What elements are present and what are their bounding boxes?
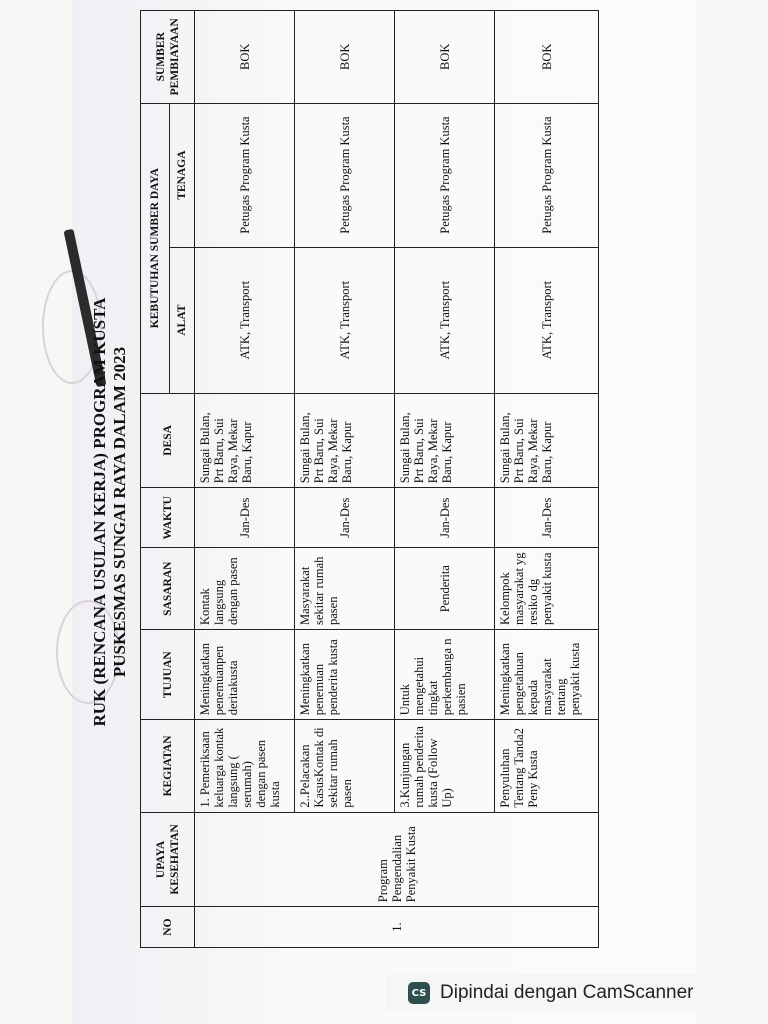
header-tujuan: TUJUAN [141, 630, 195, 720]
cell-tujuan: Untuk mengetahui tingkat perkembanga n pasien [395, 630, 495, 720]
title-line-2: PUSKESMAS SUNGAI RAYA DALAM 2023 [110, 346, 129, 678]
row-upaya: Program Pengendalian Penyakit Kusta [195, 812, 599, 907]
header-waktu: WAKTU [141, 488, 195, 548]
cell-waktu: Jan-Des [295, 488, 395, 548]
header-no: NO [141, 907, 195, 948]
cell-waktu: Jan-Des [395, 488, 495, 548]
header-kebutuhan: KEBUTUHAN SUMBER DAYA [141, 103, 170, 393]
cell-alat: ATK, Transport [195, 247, 295, 393]
table-row [295, 11, 395, 948]
cell-sumber: BOK [395, 11, 495, 104]
cell-alat: ATK, Transport [295, 247, 395, 393]
cell-kegiatan: 3.Kunjungan rumah penderita kusta (Follow Up) [395, 720, 495, 812]
header-kegiatan: KEGIATAN [141, 720, 195, 812]
table-row [495, 11, 599, 948]
document-title [90, 0, 130, 1024]
cell-waktu: Jan-Des [195, 488, 295, 548]
rotated-document [90, 0, 768, 1024]
cell-sumber: BOK [195, 11, 295, 104]
cell-alat: ATK, Transport [395, 247, 495, 393]
cell-sasaran: Penderita [395, 548, 495, 630]
header-sasaran: SASARAN [141, 548, 195, 630]
camscanner-text: Dipindai dengan CamScanner [440, 982, 694, 1003]
cell-sasaran: Masyarakat sekitar rumah pasen [295, 548, 395, 630]
cell-tujuan: Meningkatkan pengetahuan kepada masyarakat tentang penyakit kusta [495, 630, 599, 720]
cell-tenaga: Petugas Program Kusta [495, 103, 599, 247]
row-no: 1. [195, 907, 599, 948]
cell-tenaga: Petugas Program Kusta [295, 103, 395, 247]
table-row [395, 11, 495, 948]
title-line-1: RUK (RENCANA USULAN KERJA) PROGRAM KUSTA [90, 297, 109, 727]
cell-sumber: BOK [495, 11, 599, 104]
header-tenaga: TENAGA [170, 103, 195, 247]
cell-kegiatan: Penyuluhan Tentang Tanda2 Peny Kusta [495, 720, 599, 812]
cell-tenaga: Petugas Program Kusta [195, 103, 295, 247]
cell-sasaran: Kontak langsung dengan pasen [195, 548, 295, 630]
cell-sumber: BOK [295, 11, 395, 104]
table-row [195, 11, 295, 948]
header-upaya: UPAYA KESEHATAN [141, 812, 195, 907]
header-desa: DESA [141, 393, 195, 488]
cell-tenaga: Petugas Program Kusta [395, 103, 495, 247]
cell-desa: Sungai Bulan, Prt Baru, Sui Raya, Mekar Baru, Kapur [495, 393, 599, 488]
header-alat: ALAT [170, 247, 195, 393]
cell-kegiatan: 1. Pemeriksaan keluarga kontak langsung ( serumah) dengan pasen kusta [195, 720, 295, 812]
camscanner-badge [386, 974, 744, 1012]
cell-desa: Sungai Bulan, Prt Baru, Sui Raya, Mekar Baru, Kapur [395, 393, 495, 488]
cell-sasaran: Kelompok masyarakat yg resiko dg penyakit kusta [495, 548, 599, 630]
cell-desa: Sungai Bulan, Prt Baru, Sui Raya, Mekar Baru, Kapur [195, 393, 295, 488]
ruk-table [140, 10, 599, 948]
cell-waktu: Jan-Des [495, 488, 599, 548]
cell-desa: Sungai Bulan, Prt Baru, Sui Raya, Mekar Baru, Kapur [295, 393, 395, 488]
cell-tujuan: Meningkatkan penemuan penderita kusta [295, 630, 395, 720]
cell-alat: ATK, Transport [495, 247, 599, 393]
header-sumber: SUMBER PEMBIAYAAN [141, 11, 195, 104]
cell-kegiatan: 2..Pelacakan KasusKontak di sekitar rumah pasen [295, 720, 395, 812]
cell-tujuan: Meningkatkan penemuanpen deritakusta [195, 630, 295, 720]
camscanner-logo-icon: CS [408, 982, 430, 1004]
